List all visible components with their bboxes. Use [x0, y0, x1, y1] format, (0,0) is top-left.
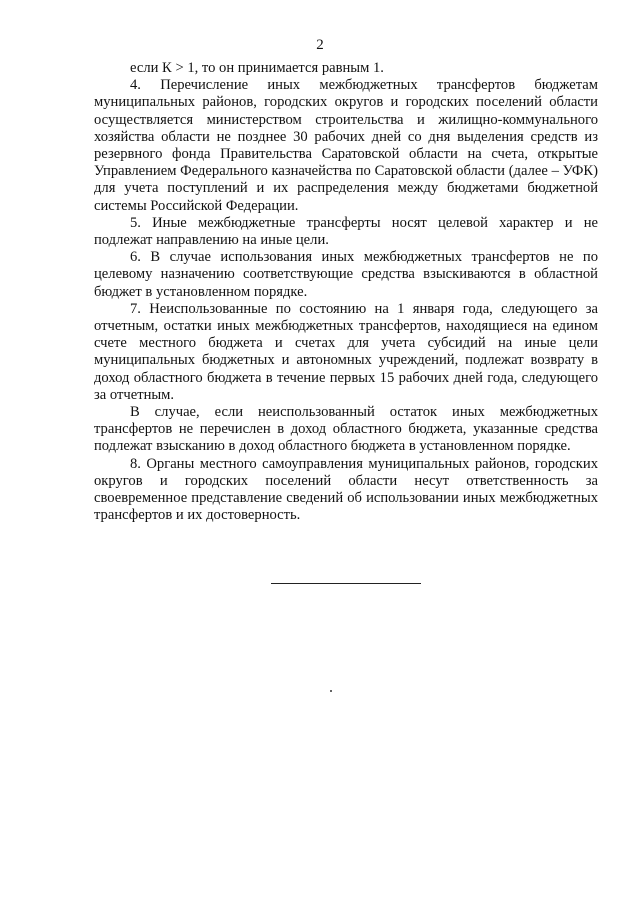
paragraph-8-responsibility: 8. Органы местного самоуправления муниципальных районов, городских округов и городских поселений области несут ответственность за своевременное представление сведений об использовании иных межбюджетных трансфертов и их достоверность. — [94, 455, 598, 524]
paragraph-k-condition: если К > 1, то он принимается равным 1. — [130, 60, 384, 76]
paragraph-7-unused-balances: 7. Неиспользованные по состоянию на 1 января года, следующего за отчетным, остатки иных межбюджетных трансфертов, находящиеся на едином счете местного бюджета и счетах для учета субсидий на иные цели муниципальных бюджетных и автономных учреждений, подлежат возврату в доход областного бюджета в течение первых 15 рабочих дней года, следующего за отчетным. — [94, 300, 598, 403]
scan-speck — [330, 690, 332, 692]
paragraph-4-transfer-procedure: 4. Перечисление иных межбюджетных трансфертов бюджетам муниципальных районов, городских округов и городских поселений области осуществляется министерством строительства и жилищно-коммунального хозяйства области не позднее 30 рабочих дней со дня выделения средств из резервного фонда Правительства Саратовской области на счета, открытые Управлением Федерального казначейства по Саратовской области (далее – УФК) для учета поступлений и их распределения между бюджетами бюджетной системы Российской Федерации. — [94, 77, 598, 214]
document-body — [94, 60, 598, 524]
paragraph-5-target-purpose: 5. Иные межбюджетные трансферты носят целевой характер и не подлежат направлению на иные цели. — [94, 214, 598, 249]
closing-divider — [271, 583, 421, 584]
paragraph-7-non-transfer-case: В случае, если неиспользованный остаток иных межбюджетных трансфертов не перечислен в доход областного бюджета, указанные средства подлежат взысканию в доход областного бюджета в установленном порядке. — [94, 404, 598, 455]
paragraph-6-misuse-recovery: 6. В случае использования иных межбюджетных трансфертов не по целевому назначению соответствующие средства взыскиваются в областной бюджет в установленном порядке. — [94, 249, 598, 300]
page-number: 2 — [316, 37, 324, 53]
